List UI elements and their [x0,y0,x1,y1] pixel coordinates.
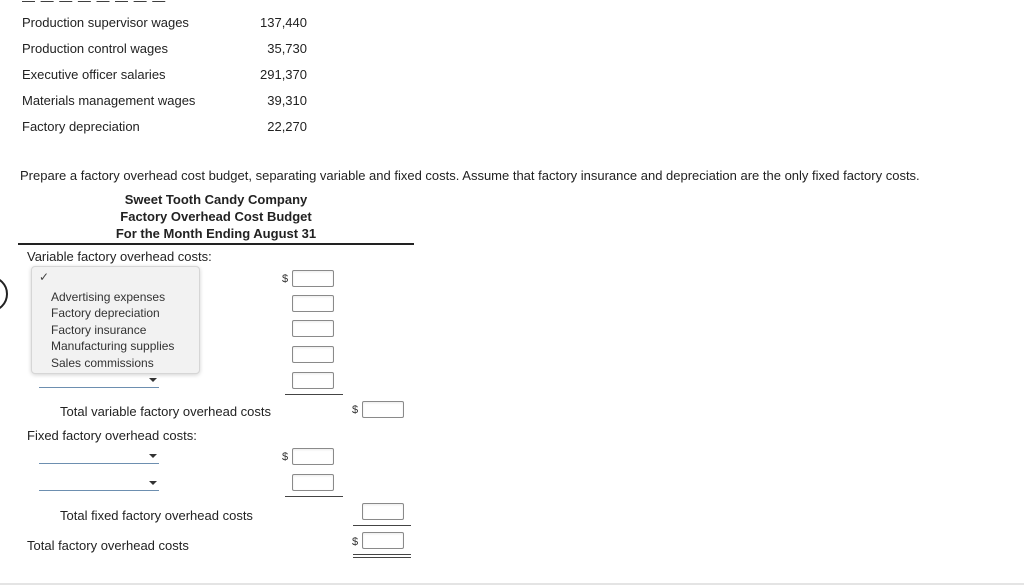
fixed-cost-select-1[interactable] [39,449,159,464]
subtotal-rule [285,496,343,497]
cost-value: 35,730 [267,41,307,56]
left-edge-circle [0,276,8,312]
instructions-text: Prepare a factory overhead cost budget, separating variable and fixed costs. Assume that factory insurance and depreciation are the only fixed factory costs. [20,168,920,183]
company-name: Sweet Tooth Candy Company [124,192,308,207]
cost-label: Factory depreciation [22,119,140,134]
total-overhead-label: Total factory overhead costs [27,538,189,553]
variable-amount-input-1[interactable] [292,270,334,287]
heading-rule [18,243,414,245]
variable-amount-input-5[interactable] [292,372,334,389]
variable-cost-dropdown[interactable] [31,266,200,374]
total-variable-label: Total variable factory overhead costs [60,404,271,419]
variable-amount-input-2[interactable] [292,295,334,312]
cost-value: 291,370 [260,67,307,82]
fixed-costs-label: Fixed factory overhead costs: [27,428,197,443]
double-rule-bottom [353,557,411,558]
cost-value: 137,440 [260,15,307,30]
variable-amount-input-4[interactable] [292,346,334,363]
dollar-sign: $ [352,536,359,548]
dropdown-option[interactable]: Factory insurance [51,323,147,337]
dropdown-option[interactable]: Factory depreciation [51,306,160,320]
dropdown-option[interactable]: Manufacturing supplies [51,339,175,353]
cost-label: Executive officer salaries [22,67,166,82]
check-icon: ✓ [39,270,50,284]
dollar-sign: $ [282,451,289,463]
total-rule [353,525,411,526]
dropdown-option[interactable]: Advertising expenses [51,290,166,304]
cost-value: 39,310 [267,93,307,108]
fixed-amount-input-1[interactable] [292,448,334,465]
subtotal-rule [285,394,343,395]
chevron-down-icon [149,454,157,458]
total-variable-input[interactable] [362,401,404,418]
total-fixed-label: Total fixed factory overhead costs [60,508,253,523]
total-fixed-input[interactable] [362,503,404,520]
cut-off-row: — — — — — — — — [22,0,167,8]
cost-value: 22,270 [267,119,307,134]
variable-cost-select-5[interactable] [39,373,159,388]
chevron-down-icon [149,378,157,382]
variable-amount-input-3[interactable] [292,320,334,337]
dollar-sign: $ [282,273,289,285]
cost-label: Production control wages [22,41,168,56]
dollar-sign: $ [352,404,359,416]
budget-title: Factory Overhead Cost Budget [120,209,312,224]
chevron-down-icon [149,481,157,485]
dropdown-option[interactable]: Sales commissions [51,356,154,370]
total-overhead-input[interactable] [362,532,404,549]
budget-period: For the Month Ending August 31 [115,226,317,241]
fixed-cost-select-2[interactable] [39,476,159,491]
variable-costs-label: Variable factory overhead costs: [27,249,212,264]
cost-label: Production supervisor wages [22,15,189,30]
cost-label: Materials management wages [22,93,196,108]
fixed-amount-input-2[interactable] [292,474,334,491]
double-rule-top [353,554,411,555]
